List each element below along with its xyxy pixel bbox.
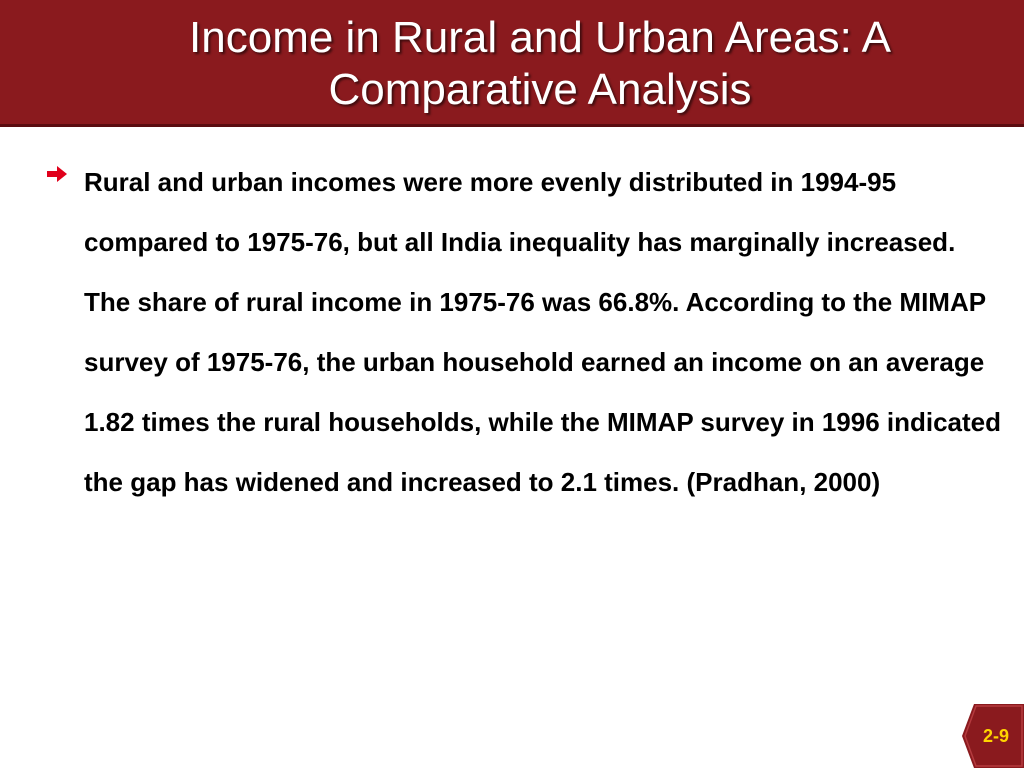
title-bar [0, 0, 1024, 127]
page-number-tab [958, 704, 1024, 768]
arrow-right-icon [46, 166, 68, 182]
page-number: 2-9 [982, 726, 1009, 746]
slide-title: Income in Rural and Urban Areas: A Comparative Analysis [189, 13, 891, 114]
bullet-text: Rural and urban incomes were more evenly distributed in 1994-95 compared to 1975-76, but all India inequality has marginally increased. The share of rural income in 1975-76 was 66.8%. According to the MIMAP survey of 1975-76, the urban household earned an income on an average 1.82 times the rural households, while the MIMAP survey in 1996 indicated the gap has widened and increased to 2.1 times. (Pradhan, 2000) [84, 167, 1002, 497]
